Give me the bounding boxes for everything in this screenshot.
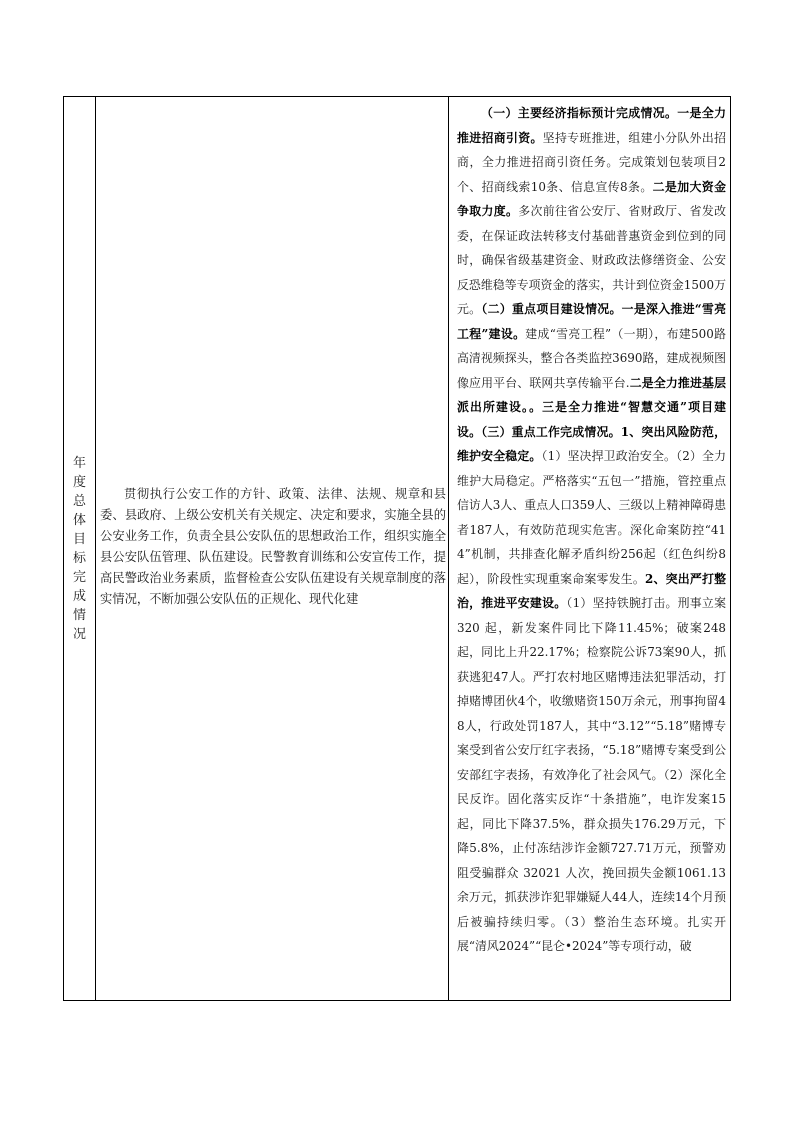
text-stability: （1）坚决捍卫政治安全。（2）全力维护大局稳定。严格落实“五包一”措施，管控重点信访人3人、重点人口359人、三级以上精神障碍患者187人，有效防范现实危害。深化命案防控“414”机制，共排查化解矛盾纠纷256起（红色纠纷8起），阶段性实现重案命案零发生。: [457, 449, 726, 586]
text-investment: 坚持专班推进，组建小分队外出招商，全力推进招商引资任务。完成策划包装项目2个、招商线索10条、信息宣传8条。: [457, 130, 726, 194]
row-label: 年度总体目标完成情况: [72, 455, 86, 642]
label-cell: [64, 97, 95, 1000]
heading-key-work: 二是全力推进基层派出所建设。。三是全力推进“智慧交通”项目建设。（三）重点工作完成情况。1、突出风险防范，维护安全稳定。: [457, 375, 726, 463]
completion-text: [457, 101, 726, 959]
text-projects: 建成“雪亮工程”（一期），布建500路高清视频探头，整合各类监控3690路，建成视频图像应用平台、联网共享传输平台.: [457, 326, 726, 390]
description-cell: [96, 97, 448, 1000]
heading-funding: 二是加大资金争取力度。: [457, 179, 726, 218]
heading-crackdown: 2、突出严打整治，推进平安建设。: [457, 571, 726, 610]
duty-description: 贯彻执行公安工作的方针、政策、法律、法规、规章和县委、县政府、上级公安机关有关规定、决定和要求，实施全县的公安业务工作，负责全县公安队伍的思想政治工作，组织实施全县公安队伍管理、队伍建设。民警教育训练和公安宣传工作，提高民警政治业务素质，监督检查公安队伍建设有关规章制度的落实情况，不断加强公安队伍的正规化、现代化建: [100, 487, 446, 606]
completion-cell: [449, 97, 730, 1000]
heading-projects: （二）重点项目建设情况。一是深入推进“雪亮工程”建设。: [457, 302, 726, 341]
text-funding: 多次前往省公安厅、省财政厅、省发改委，在保证政法转移支付基础普惠资金到位到的同时，确保省级基建资金、财政政法修缮资金、公安反恐维稳等专项资金的落实，共计到位资金1500万元。: [457, 204, 726, 316]
text-crackdown: （1）坚持铁腕打击。刑事立案 320 起，新发案件同比下降11.45%；破案248起，同比上升22.17%；检察院公诉73案90人，抓获逃犯47人。严打农村地区赌博违法犯罪活动，打掉赌博团伙4个，收缴赌资150万余元，刑事拘留48人，行政处罚187人，其中“3.12”“5.18”赌博专案受到省公安厅红字表扬，“5.18”赌博专案受到公安部红字表扬，有效净化了社会风气。（2）深化全民反诈。固化落实反诈“十条措施”，电诈发案15起，同比下降37.5%，群众损失176.29万元，下降5.8%，止付冻结涉诈金额727.71万元，预警劝阻受骗群众 32021 人次，挽回损失金额1061.13余万元，抓获涉诈犯罪嫌疑人44人，连续14个月预后被骗持续归零。（3）整治生态环境。扎实开展“清风2024”“昆仑•2024”等专项行动，破: [457, 596, 726, 953]
summary-table: [63, 96, 731, 1001]
heading-economic: （一）主要经济指标预计完成情况。一是全力推进招商引资。: [457, 106, 726, 145]
